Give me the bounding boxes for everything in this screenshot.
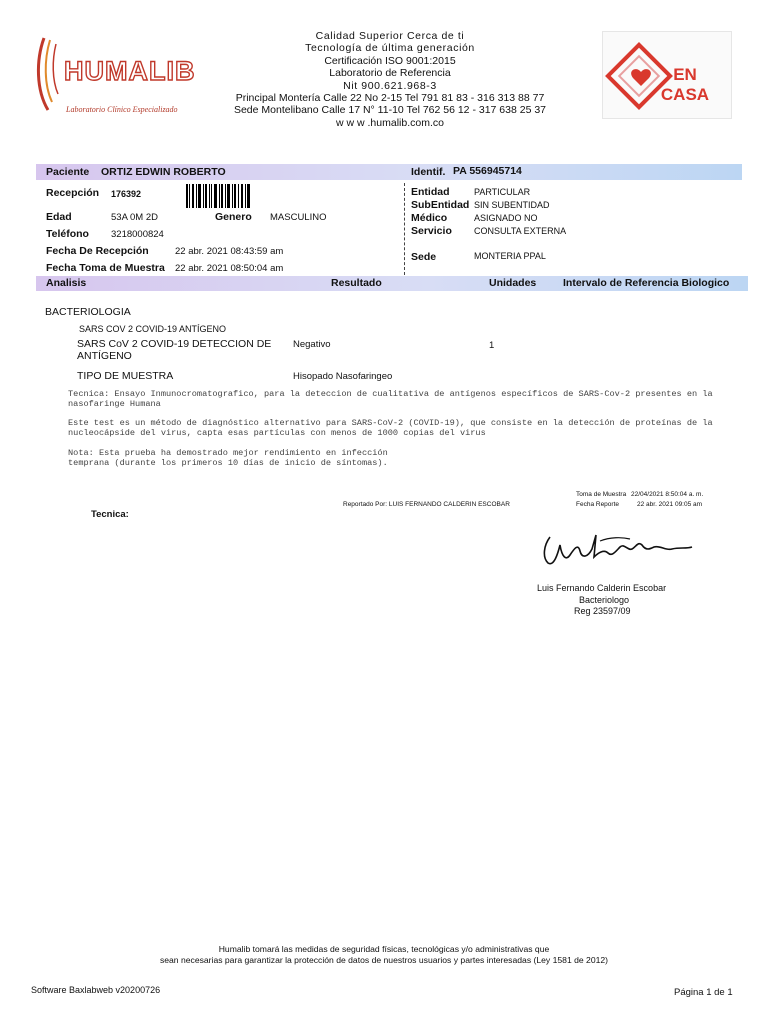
header-line: Nit 900.621.968-3 <box>343 79 437 92</box>
col-analisis: Analisis <box>46 277 87 289</box>
entidad-label: Entidad <box>411 186 450 198</box>
patient-name: ORTIZ EDWIN ROBERTO <box>101 166 226 178</box>
signature-scribble <box>530 527 695 577</box>
method-note <box>68 389 738 409</box>
note-line: Tecnica: Ensayo Inmunocromatografico, para la deteccion de cualitativa de antígenos específicos de SARS-Cov-2 presentes en la <box>68 389 713 399</box>
header-line: Sede Montelibano Calle 17 N° 11-10 Tel 762 56 12 - 317 638 25 37 <box>233 104 547 117</box>
sample-type-label: TIPO DE MUESTRA <box>77 370 174 382</box>
subsection-title: SARS COV 2 COVID-19 ANTÍGENO <box>79 324 227 334</box>
recepcion-value: 176392 <box>111 189 142 199</box>
fecha-recepcion-label: Fecha De Recepción <box>46 245 149 257</box>
signer-name: Luis Fernando Calderin Escobar <box>537 583 667 593</box>
test-name-cont: ANTÍGENO <box>77 350 132 362</box>
note-line: Este test es un método de diagnóstico alternativo para SARS-CoV-2 (COVID-19), que consiste en la detección de proteínas de la <box>68 418 713 428</box>
section-title: BACTERIOLOGIA <box>45 306 131 318</box>
servicio-label: Servicio <box>411 225 452 237</box>
toma-label: Toma de Muestra <box>576 491 627 498</box>
genero-label: Genero <box>215 211 252 223</box>
test-description-note <box>68 418 738 438</box>
genero-value: MASCULINO <box>270 212 327 223</box>
fecha-reporte-label: Fecha Reporte <box>576 501 619 508</box>
fecha-recepcion-value: 22 abr. 2021 08:43:59 am <box>175 246 284 257</box>
col-resultado: Resultado <box>331 277 382 289</box>
barcode <box>186 184 250 208</box>
test-name: SARS CoV 2 COVID-19 DETECCION DE <box>77 338 272 350</box>
fecha-toma-label: Fecha Toma de Muestra <box>46 262 165 274</box>
humalib-logo <box>34 30 196 122</box>
sede-value: MONTERIA PPAL <box>474 251 546 261</box>
header-line: Certificación ISO 9001:2015 <box>324 54 456 67</box>
signature <box>530 527 695 577</box>
lab-header-info <box>200 30 580 129</box>
barcode-graphic <box>186 184 250 208</box>
fecha-reporte-value: 22 abr. 2021 09:05 am <box>637 501 703 508</box>
privacy-footer <box>100 944 668 966</box>
toma-value: 22/04/2021 8:50:04 a. m. <box>631 491 704 498</box>
telefono-value: 3218000824 <box>111 229 164 240</box>
patient-id: PA 556945714 <box>453 165 522 177</box>
edad-value: 53A 0M 2D <box>111 212 158 223</box>
entidad-value: PARTICULAR <box>474 187 531 197</box>
subentidad-value: SIN SUBENTIDAD <box>474 200 550 210</box>
identif-label: Identif. <box>411 166 446 178</box>
header-line: Principal Montería Calle 22 No 2-15 Tel 791 81 83 - 316 313 88 77 <box>235 92 545 105</box>
tecnica-label: Tecnica: <box>91 509 129 520</box>
en-casa-text-1: EN <box>673 65 697 84</box>
details-divider <box>404 183 405 275</box>
performance-note <box>68 448 738 468</box>
fecha-toma-value: 22 abr. 2021 08:50:04 am <box>175 263 284 274</box>
footer-line: Humalib tomará las medidas de seguridad físicas, tecnológicas y/o administrativas que <box>218 944 550 954</box>
signer-registration: Reg 23597/09 <box>574 606 631 616</box>
col-intervalo: Intervalo de Referencia Biologico <box>563 277 730 289</box>
software-version: Software Baxlabweb v20200726 <box>31 985 161 995</box>
logo-subtitle: Laboratorio Clínico Especializado <box>66 105 178 114</box>
en-casa-text-2: CASA <box>660 85 710 104</box>
reportado-por: Reportado Por: LUIS FERNANDO CALDERIN ESCOBAR <box>343 501 510 508</box>
servicio-value: CONSULTA EXTERNA <box>474 226 567 236</box>
sede-label: Sede <box>411 251 437 263</box>
note-line: temprana (durante los primeros 10 días de inicio de síntomas). <box>68 458 388 469</box>
sample-type-value: Hisopado Nasofaringeo <box>293 371 393 382</box>
page-number: Página 1 de 1 <box>674 987 733 998</box>
test-result: Negativo <box>293 339 331 350</box>
test-units: 1 <box>489 340 495 351</box>
recepcion-label: Recepción <box>46 187 100 199</box>
signer-title: Bacteriologo <box>579 595 630 605</box>
note-line: nucleocápside del virus, capta esas partículas con menos de 1000 copias del virus <box>68 428 486 439</box>
edad-label: Edad <box>46 211 72 223</box>
header-line: Tecnología de última generación <box>305 42 475 55</box>
humalib-logo-mark <box>34 30 196 122</box>
subentidad-label: SubEntidad <box>411 199 470 211</box>
header-line: Laboratorio de Referencia <box>329 67 451 80</box>
header-line: Calidad Superior Cerca de ti <box>315 30 465 42</box>
telefono-label: Teléfono <box>46 228 89 240</box>
note-line: nasofaringe Humana <box>68 399 161 410</box>
house-heart-icon <box>603 32 731 118</box>
en-casa-badge <box>602 31 732 119</box>
medico-label: Médico <box>411 212 448 224</box>
medico-value: ASIGNADO NO <box>474 213 538 223</box>
website-text: w w w .humalib.com.co <box>336 116 444 129</box>
logo-wordmark: HUMALIB <box>64 56 196 86</box>
note-line: Nota: Esta prueba ha demostrado mejor rendimiento en infección <box>68 448 388 458</box>
footer-line: sean necesarias para garantizar la protección de datos de nuestros usuarios y partes interesadas (Ley 1581 de 2012) <box>159 955 609 965</box>
paciente-label: Paciente <box>46 166 90 178</box>
col-unidades: Unidades <box>489 277 537 289</box>
